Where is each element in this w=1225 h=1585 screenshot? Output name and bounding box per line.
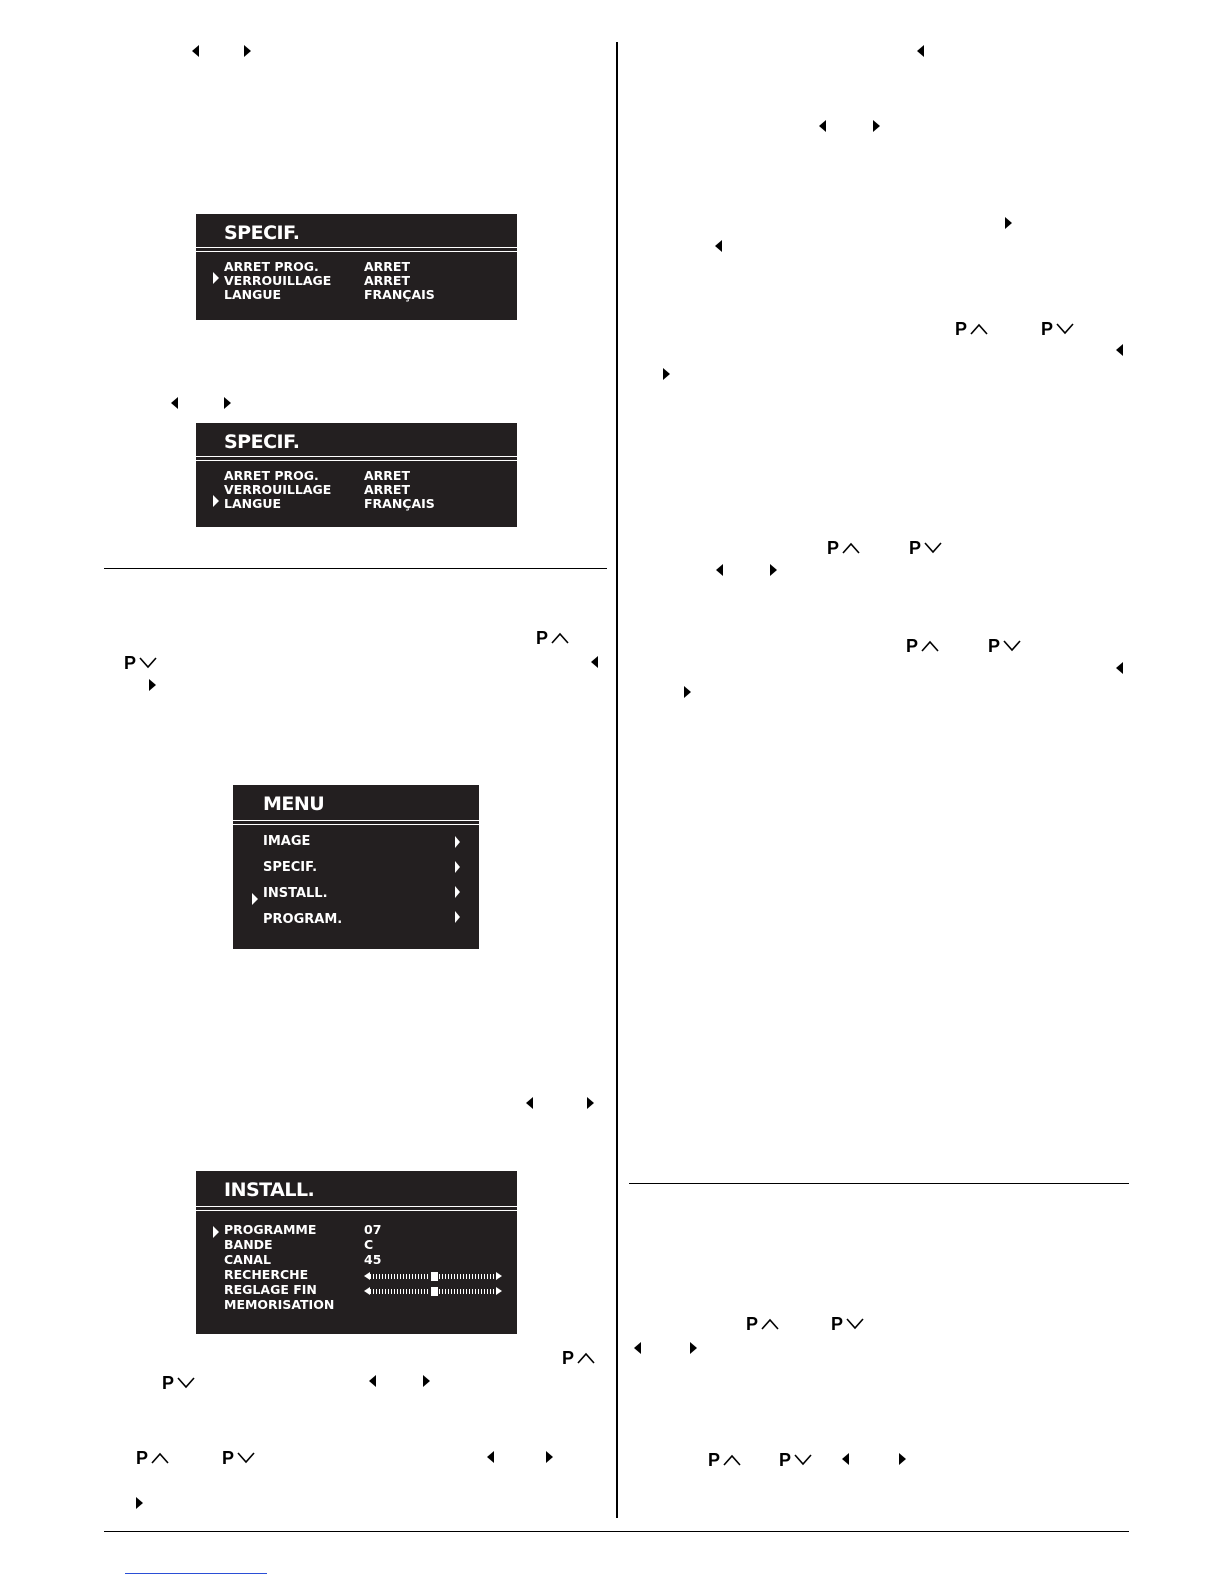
submenu-arrow-icon	[455, 911, 460, 923]
left-arrow-icon	[715, 240, 722, 252]
slider-knob	[430, 1287, 439, 1296]
left-arrow-icon	[1116, 662, 1123, 674]
osd-separator	[233, 824, 479, 825]
left-arrow-icon	[591, 656, 598, 668]
osd-row-value: ARRET	[364, 482, 410, 497]
left-arrow-icon	[369, 1375, 376, 1387]
right-arrow-icon	[224, 397, 231, 409]
osd-title: SPECIF.	[224, 431, 300, 453]
page-bottom-rule	[104, 1531, 1129, 1532]
menu-item-image: IMAGE	[263, 834, 311, 849]
osd-separator	[196, 1206, 517, 1207]
program-up-key-icon: P	[536, 629, 569, 647]
osd-separator	[196, 460, 517, 461]
left-arrow-icon	[526, 1097, 533, 1109]
menu-item-program: PROGRAM.	[263, 912, 343, 927]
program-up-key-icon: P	[955, 320, 988, 338]
program-up-key-icon: P	[827, 539, 860, 557]
right-arrow-icon	[149, 679, 156, 691]
osd-separator	[196, 1210, 517, 1211]
right-arrow-icon	[587, 1097, 594, 1109]
osd-separator	[196, 251, 517, 252]
osd-title: MENU	[263, 793, 325, 815]
program-up-key-icon: P	[136, 1449, 169, 1467]
osd-row-value: ARRET	[364, 468, 410, 483]
left-arrow-icon	[716, 564, 723, 576]
osd-title: INSTALL.	[224, 1179, 315, 1201]
right-arrow-icon	[684, 686, 691, 698]
selection-cursor-icon	[213, 272, 219, 284]
osd-row-value: 07	[364, 1222, 382, 1237]
program-down-key-icon: P	[831, 1315, 864, 1333]
submenu-arrow-icon	[455, 861, 460, 873]
osd-separator	[233, 820, 479, 821]
selection-cursor-icon	[252, 893, 258, 905]
program-down-key-icon: P	[162, 1374, 195, 1392]
program-down-key-icon: P	[124, 654, 157, 672]
osd-title: SPECIF.	[224, 222, 300, 244]
right-arrow-icon	[244, 45, 251, 57]
footer-link-underline	[125, 1573, 267, 1574]
program-down-key-icon: P	[909, 539, 942, 557]
right-arrow-icon	[1005, 217, 1012, 229]
section-rule-left	[104, 568, 607, 569]
program-down-key-icon: P	[222, 1449, 255, 1467]
right-arrow-icon	[423, 1375, 430, 1387]
slider-right-end-icon	[496, 1287, 502, 1295]
program-down-key-icon: P	[779, 1451, 812, 1469]
reglage-fin-slider	[364, 1287, 502, 1296]
osd-row-label: LANGUE	[224, 287, 282, 302]
left-arrow-icon	[192, 45, 199, 57]
osd-row-label: REGLAGE FIN	[224, 1282, 317, 1297]
osd-row-label: VERROUILLAGE	[224, 273, 332, 288]
osd-row-label: CANAL	[224, 1252, 271, 1267]
right-arrow-icon	[136, 1497, 143, 1509]
osd-row-value: FRANÇAIS	[364, 287, 435, 302]
main-menu-osd	[233, 785, 479, 949]
left-arrow-icon	[634, 1342, 641, 1354]
install-osd	[196, 1171, 517, 1334]
osd-row-value: C	[364, 1237, 374, 1252]
osd-row-label: ARRET PROG.	[224, 468, 319, 483]
program-up-key-icon: P	[562, 1349, 595, 1367]
left-arrow-icon	[1116, 344, 1123, 356]
submenu-arrow-icon	[455, 886, 460, 898]
left-arrow-icon	[917, 45, 924, 57]
osd-separator	[196, 456, 517, 457]
program-up-key-icon: P	[906, 637, 939, 655]
osd-row-label: RECHERCHE	[224, 1267, 309, 1282]
osd-row-value: FRANÇAIS	[364, 496, 435, 511]
recherche-slider	[364, 1272, 502, 1281]
osd-row-label: VERROUILLAGE	[224, 482, 332, 497]
section-rule-right	[629, 1183, 1129, 1184]
right-arrow-icon	[770, 564, 777, 576]
column-divider	[616, 42, 618, 1518]
submenu-arrow-icon	[455, 836, 460, 848]
slider-right-end-icon	[496, 1272, 502, 1280]
left-arrow-icon	[819, 120, 826, 132]
right-arrow-icon	[899, 1453, 906, 1465]
right-arrow-icon	[546, 1451, 553, 1463]
right-arrow-icon	[873, 120, 880, 132]
program-down-key-icon: P	[1041, 320, 1074, 338]
osd-row-label: LANGUE	[224, 496, 282, 511]
program-up-key-icon: P	[708, 1451, 741, 1469]
osd-row-value: ARRET	[364, 273, 410, 288]
slider-knob	[430, 1272, 439, 1281]
program-up-key-icon: P	[746, 1315, 779, 1333]
right-arrow-icon	[663, 368, 670, 380]
right-arrow-icon	[690, 1342, 697, 1354]
specif-osd-2	[196, 423, 517, 527]
osd-row-label: MEMORISATION	[224, 1297, 335, 1312]
menu-item-specif: SPECIF.	[263, 860, 318, 875]
osd-row-label: PROGRAMME	[224, 1222, 317, 1237]
osd-row-value: ARRET	[364, 259, 410, 274]
specif-osd-1	[196, 214, 517, 320]
left-arrow-icon	[842, 1453, 849, 1465]
osd-separator	[196, 247, 517, 248]
menu-item-install: INSTALL.	[263, 886, 328, 901]
left-arrow-icon	[487, 1451, 494, 1463]
osd-row-value: 45	[364, 1252, 382, 1267]
selection-cursor-icon	[213, 1226, 219, 1238]
osd-row-label: ARRET PROG.	[224, 259, 319, 274]
selection-cursor-icon	[213, 495, 219, 507]
osd-row-label: BANDE	[224, 1237, 273, 1252]
left-arrow-icon	[171, 397, 178, 409]
program-down-key-icon: P	[988, 637, 1021, 655]
